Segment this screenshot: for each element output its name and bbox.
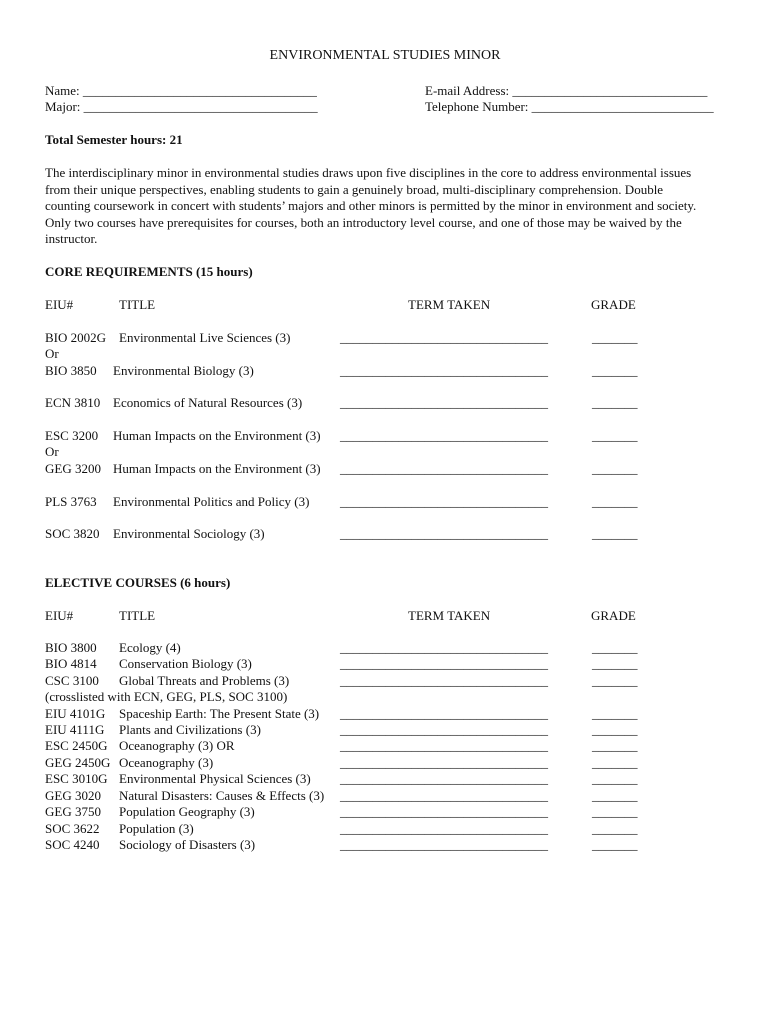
course-code: ESC 3010G	[45, 771, 108, 786]
grade-field[interactable]: _______	[592, 428, 638, 443]
major-field[interactable]	[45, 99, 318, 115]
intro-line: from their unique perspectives, enabling students to gain a genuinely broad, multi-disciplinary comprehension. Double	[45, 181, 664, 197]
intro-paragraph	[45, 165, 745, 248]
course-code: BIO 4814	[45, 656, 97, 671]
course-code: GEG 3200	[45, 461, 101, 476]
term-taken-field[interactable]: ________________________________	[340, 738, 548, 753]
course-code: BIO 3800	[45, 640, 97, 655]
core-heading: CORE REQUIREMENTS (15 hours)	[45, 264, 253, 279]
course-title: Human Impacts on the Environment (3)	[113, 461, 321, 476]
page-title: ENVIRONMENTAL STUDIES MINOR	[269, 48, 501, 63]
name-field[interactable]	[45, 83, 317, 99]
phone-field[interactable]	[425, 99, 714, 115]
core-col-term: TERM TAKEN	[408, 297, 491, 312]
course-title: Environmental Live Sciences (3)	[119, 330, 291, 345]
term-taken-field[interactable]: ________________________________	[340, 640, 548, 655]
course-code: GEG 2450G	[45, 755, 111, 770]
total-hours: Total Semester hours: 21	[45, 132, 183, 147]
phone-blank: ____________________________	[531, 99, 714, 114]
grade-field[interactable]: _______	[592, 395, 638, 410]
email-label: E-mail Address:	[425, 83, 510, 98]
or-label: Or	[45, 346, 59, 361]
elective-col-title: TITLE	[119, 608, 156, 623]
course-code: SOC 4240	[45, 837, 100, 852]
term-taken-field[interactable]: ________________________________	[340, 771, 548, 786]
term-taken-field[interactable]: ________________________________	[340, 722, 548, 737]
course-code: EIU 4111G	[45, 722, 105, 737]
grade-field[interactable]: _______	[592, 788, 638, 803]
course-title: Environmental Politics and Policy (3)	[113, 494, 310, 509]
intro-line: counting coursework in concert with students’ majors and other minors is permitted by the minor in environment and society.	[45, 198, 697, 213]
term-taken-field[interactable]: ________________________________	[340, 363, 548, 378]
course-code: ECN 3810	[45, 395, 101, 410]
term-taken-field[interactable]: ________________________________	[340, 494, 548, 509]
email-field[interactable]	[425, 83, 707, 99]
core-col-grade: GRADE	[591, 297, 636, 312]
course-code: CSC 3100	[45, 673, 99, 688]
course-title: Human Impacts on the Environment (3)	[113, 428, 321, 443]
name-blank: ____________________________________	[82, 83, 317, 98]
course-code: SOC 3820	[45, 526, 100, 541]
name-label: Name:	[45, 83, 80, 98]
course-code: ESC 2450G	[45, 738, 108, 753]
grade-field[interactable]: _______	[592, 330, 638, 345]
grade-field[interactable]: _______	[592, 673, 638, 688]
grade-field[interactable]: _______	[592, 640, 638, 655]
core-col-eiu: EIU#	[45, 297, 74, 312]
term-taken-field[interactable]: ________________________________	[340, 821, 548, 836]
term-taken-field[interactable]: ________________________________	[340, 526, 548, 541]
core-col-title: TITLE	[119, 297, 156, 312]
term-taken-field[interactable]: ________________________________	[340, 755, 548, 770]
elective-col-grade: GRADE	[591, 608, 636, 623]
term-taken-field[interactable]: ________________________________	[340, 673, 548, 688]
grade-field[interactable]: _______	[592, 706, 638, 721]
email-blank: ______________________________	[512, 83, 708, 98]
course-title: Plants and Civilizations (3)	[119, 722, 261, 737]
elective-col-eiu: EIU#	[45, 608, 74, 623]
intro-line: Only two courses have prerequisites for courses, both an introductory level course, and one of those may be waived by the	[45, 214, 682, 230]
term-taken-field[interactable]: ________________________________	[340, 461, 548, 476]
course-title: Environmental Physical Sciences (3)	[119, 771, 311, 786]
course-title: Sociology of Disasters (3)	[119, 837, 256, 852]
grade-field[interactable]: _______	[592, 363, 638, 378]
course-code: BIO 2002G	[45, 330, 107, 345]
term-taken-field[interactable]: ________________________________	[340, 428, 548, 443]
grade-field[interactable]: _______	[592, 722, 638, 737]
course-title: Ecology (4)	[119, 640, 181, 655]
grade-field[interactable]: _______	[592, 804, 638, 819]
grade-field[interactable]: _______	[592, 526, 638, 541]
course-title: Environmental Sociology (3)	[113, 526, 265, 541]
course-title: Conservation Biology (3)	[119, 656, 252, 671]
grade-field[interactable]: _______	[592, 461, 638, 476]
course-code: PLS 3763	[45, 494, 97, 509]
term-taken-field[interactable]: ________________________________	[340, 395, 548, 410]
course-code: EIU 4101G	[45, 706, 106, 721]
term-taken-field[interactable]: ________________________________	[340, 706, 548, 721]
term-taken-field[interactable]: ________________________________	[340, 837, 548, 852]
intro-line: instructor.	[45, 231, 98, 246]
course-title: Economics of Natural Resources (3)	[113, 395, 303, 410]
grade-field[interactable]: _______	[592, 821, 638, 836]
grade-field[interactable]: _______	[592, 755, 638, 770]
term-taken-field[interactable]: ________________________________	[340, 330, 548, 345]
crosslist-note: (crosslisted with ECN, GEG, PLS, SOC 3100)	[45, 689, 288, 704]
course-title: Oceanography (3)	[119, 755, 214, 770]
term-taken-field[interactable]: ________________________________	[340, 804, 548, 819]
course-title: Environmental Biology (3)	[113, 363, 254, 378]
grade-field[interactable]: _______	[592, 494, 638, 509]
course-code: BIO 3850	[45, 363, 97, 378]
major-blank: ____________________________________	[83, 99, 318, 114]
phone-label: Telephone Number:	[425, 99, 529, 114]
course-title: Natural Disasters: Causes & Effects (3)	[119, 788, 325, 803]
course-title: Spaceship Earth: The Present State (3)	[119, 706, 320, 721]
grade-field[interactable]: _______	[592, 656, 638, 671]
grade-field[interactable]: _______	[592, 771, 638, 786]
elective-col-term: TERM TAKEN	[408, 608, 491, 623]
term-taken-field[interactable]: ________________________________	[340, 788, 548, 803]
course-title: Oceanography (3) OR	[119, 738, 235, 753]
term-taken-field[interactable]: ________________________________	[340, 656, 548, 671]
course-code: SOC 3622	[45, 821, 100, 836]
grade-field[interactable]: _______	[592, 738, 638, 753]
grade-field[interactable]: _______	[592, 837, 638, 852]
course-code: GEG 3020	[45, 788, 101, 803]
course-title: Population (3)	[119, 821, 194, 836]
course-code: ESC 3200	[45, 428, 99, 443]
course-title: Global Threats and Problems (3)	[119, 673, 290, 688]
or-label: Or	[45, 444, 59, 459]
elective-heading: ELECTIVE COURSES (6 hours)	[45, 575, 231, 590]
course-title: Population Geography (3)	[119, 804, 255, 819]
major-label: Major:	[45, 99, 81, 114]
intro-line: The interdisciplinary minor in environmental studies draws upon five disciplines in the core to address environmental issues	[45, 165, 692, 180]
course-code: GEG 3750	[45, 804, 101, 819]
